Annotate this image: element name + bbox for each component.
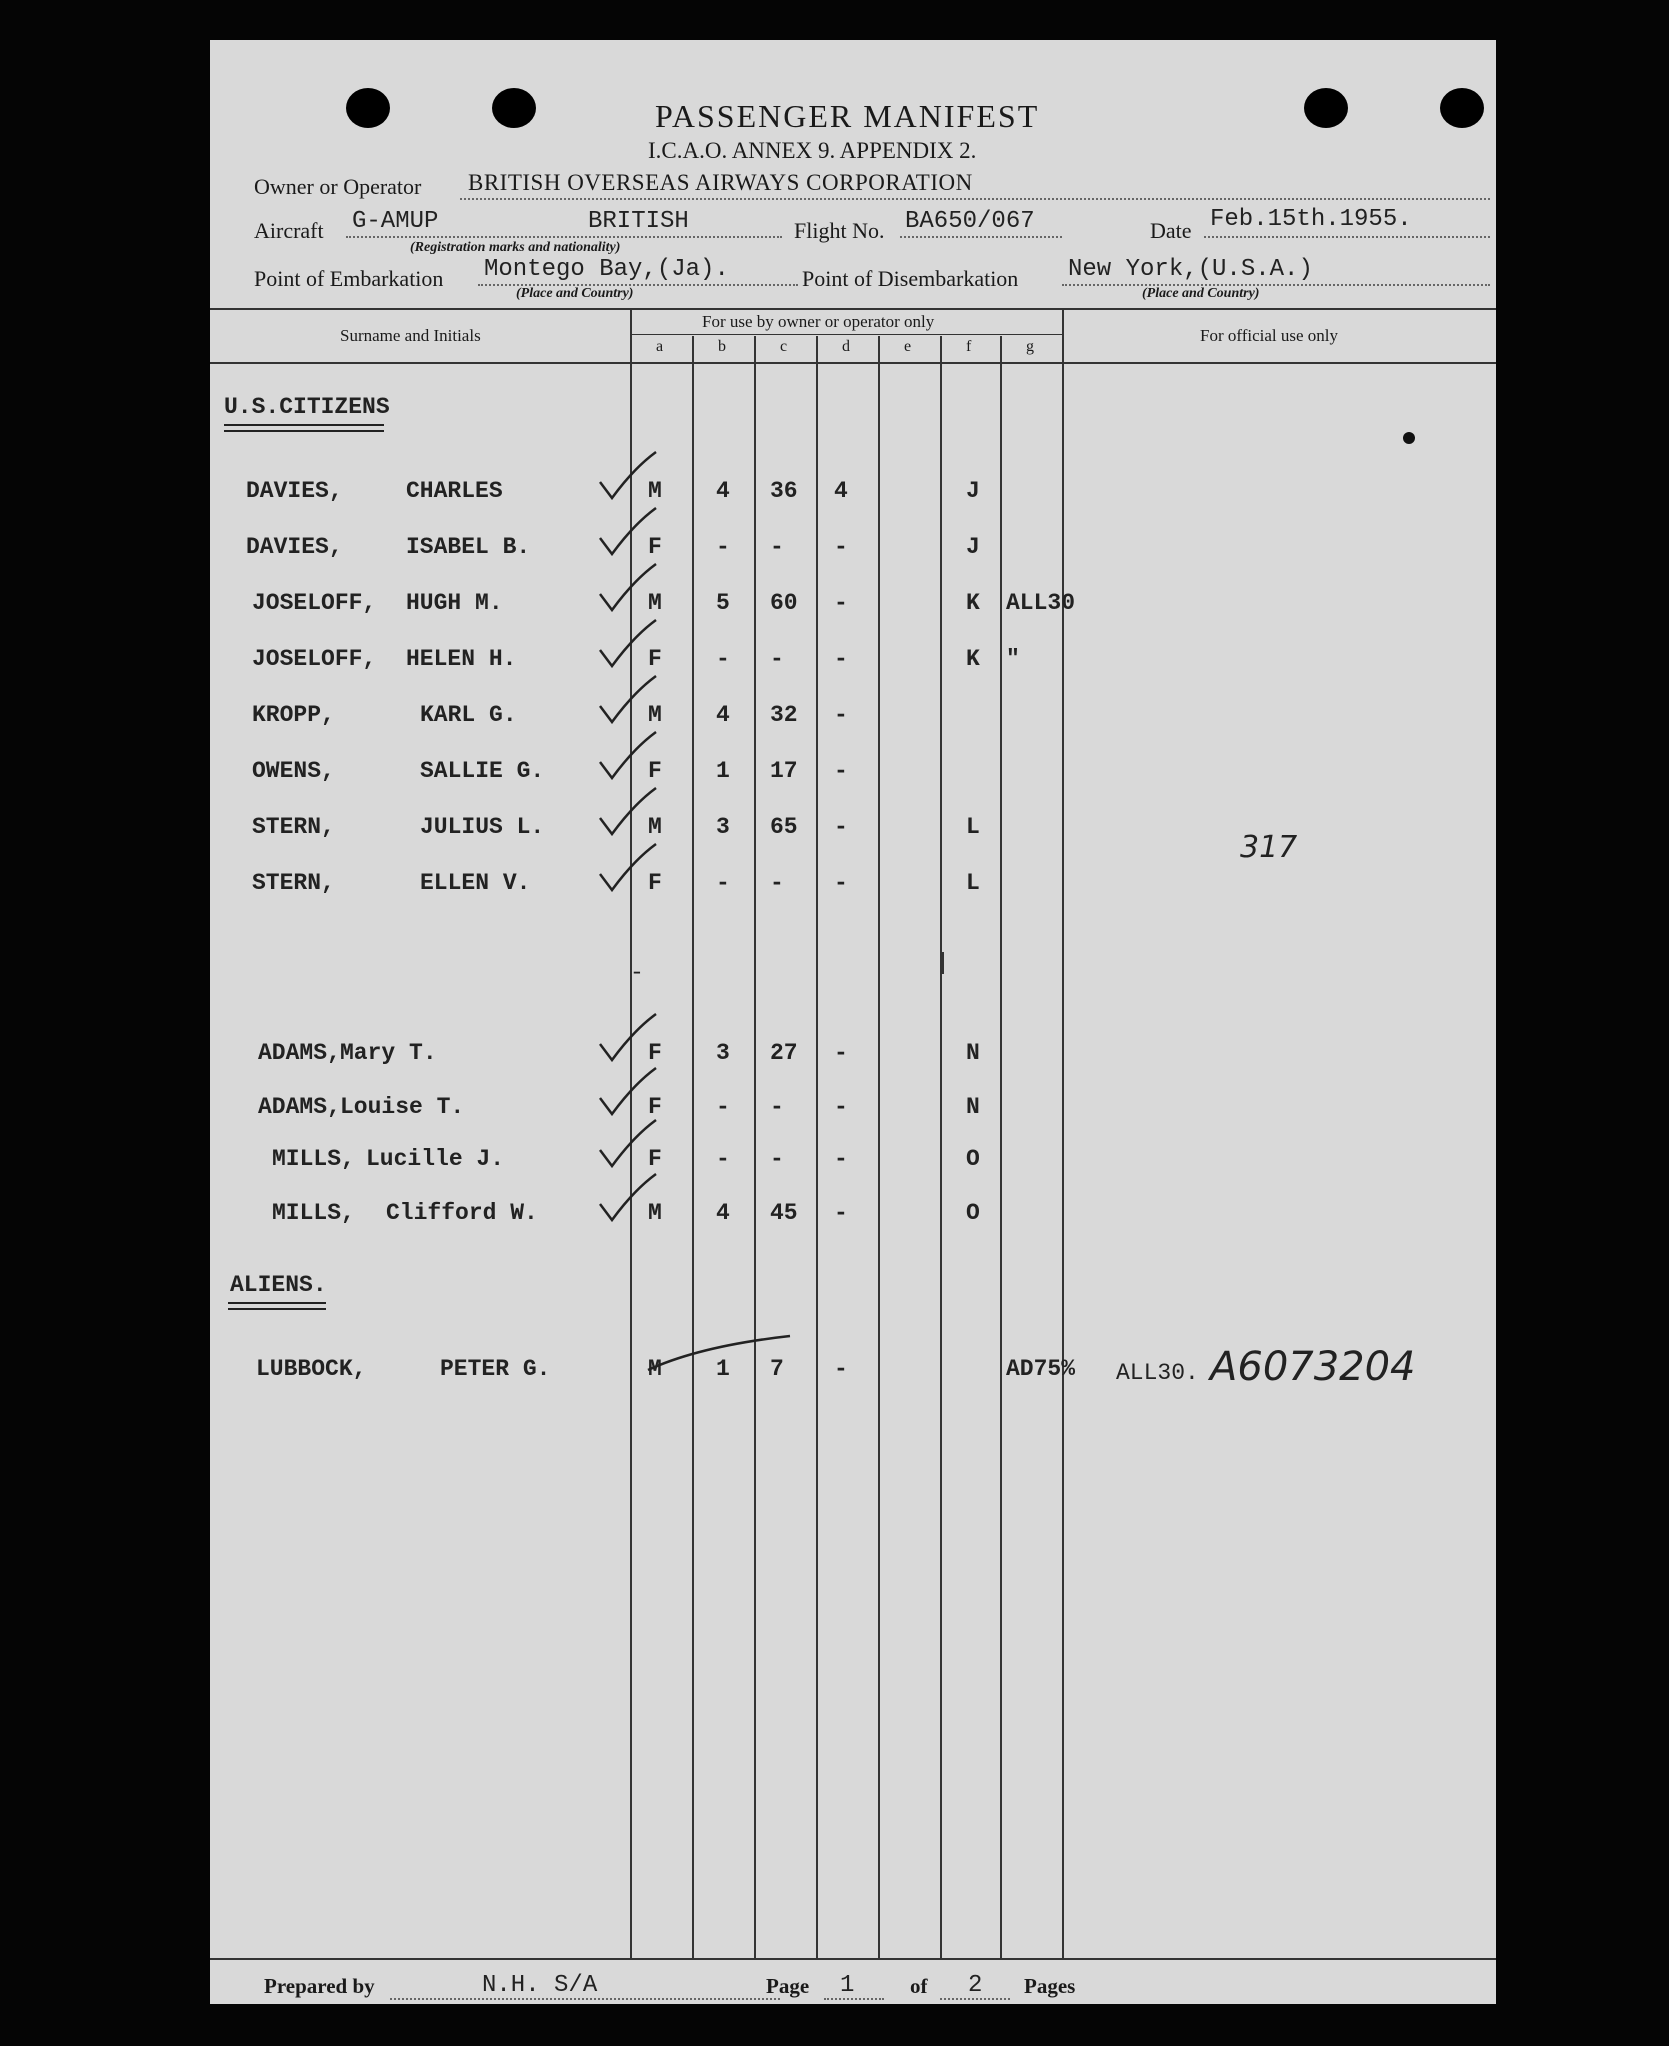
cell-col-a: M [648, 478, 662, 504]
prepared-label: Prepared by [264, 1974, 375, 1998]
passenger-surname: ADAMS, [258, 1094, 341, 1120]
cell-col-f: K [966, 590, 980, 616]
cell-col-d: - [834, 870, 848, 896]
passenger-given-names: PETER G. [440, 1356, 551, 1382]
section-underline [228, 1302, 326, 1304]
cell-col-d: - [834, 1040, 848, 1066]
aircraft-label: Aircraft [254, 218, 324, 243]
embarkation-label: Point of Embarkation [254, 266, 444, 291]
col-head-b: b [718, 338, 726, 355]
cell-col-a: F [648, 1146, 662, 1172]
cell-col-d: - [834, 646, 848, 672]
section-underline [224, 424, 384, 426]
check-mark-icon [594, 840, 664, 900]
check-mark-icon [594, 1116, 664, 1176]
cell-col-g: ALL30 [1006, 590, 1076, 616]
cell-col-d: - [834, 1356, 848, 1382]
cell-col-c: 60 [770, 590, 798, 616]
cell-col-a: M [648, 814, 662, 840]
owner-dotline [460, 198, 1490, 200]
passenger-given-names: JULIUS L. [420, 814, 545, 840]
cell-col-c: - [770, 1094, 784, 1120]
check-mark-icon [594, 504, 664, 564]
cell-col-b: 1 [716, 758, 730, 784]
check-mark-icon [594, 1064, 664, 1124]
manifest-sheet [210, 40, 1496, 2004]
punch-hole [492, 88, 536, 128]
cell-col-d: - [834, 534, 848, 560]
punch-hole [346, 88, 390, 128]
cell-col-b: 4 [716, 702, 730, 728]
cell-col-f: J [966, 478, 980, 504]
passenger-given-names: SALLIE G. [420, 758, 545, 784]
passenger-surname: ADAMS, [258, 1040, 341, 1066]
cell-col-b: 1 [716, 1356, 730, 1382]
col-head-d: d [842, 338, 850, 355]
check-mark-icon [594, 560, 664, 620]
footer-rule [210, 1958, 1496, 1960]
passenger-surname: STERN, [252, 870, 335, 896]
cell-col-b: 5 [716, 590, 730, 616]
official-use-header: For official use only [1200, 326, 1339, 345]
col-head-c: c [780, 338, 788, 355]
cell-col-c: - [770, 534, 784, 560]
page-number: 1 [840, 1972, 855, 1999]
col-divider-a [692, 336, 694, 1958]
cell-col-b: 3 [716, 814, 730, 840]
col-divider-c [816, 336, 818, 1958]
cell-col-g: AD75% [1006, 1356, 1076, 1382]
cell-col-d: - [834, 1094, 848, 1120]
cell-col-f: O [966, 1200, 980, 1226]
cell-col-c: 17 [770, 758, 798, 784]
section-underline [224, 430, 384, 432]
check-mark-icon [594, 672, 664, 732]
pages-label: Pages [1024, 1974, 1076, 1998]
col-head-f: f [966, 338, 972, 355]
cell-col-b: 4 [716, 478, 730, 504]
date-value: Feb.15th.1955. [1210, 206, 1412, 233]
cell-col-a: F [648, 1094, 662, 1120]
cell-col-c: - [770, 870, 784, 896]
cell-col-f: N [966, 1094, 980, 1120]
cell-col-f: N [966, 1040, 980, 1066]
cell-col-a: M [648, 1200, 662, 1226]
cell-col-f: K [966, 646, 980, 672]
check-mark-icon [640, 1326, 820, 1386]
owner-label: Owner or Operator [254, 174, 422, 199]
of-label: of [910, 1974, 928, 1998]
disembarkation-value: New York,(U.S.A.) [1068, 256, 1313, 283]
disembarkation-dotline [1062, 284, 1490, 286]
ink-speck [1403, 432, 1415, 444]
check-mark-icon [594, 616, 664, 676]
cell-col-b: - [716, 870, 730, 896]
cell-col-g: " [1006, 646, 1020, 672]
check-mark-icon [594, 784, 664, 844]
passenger-surname: DAVIES, [246, 534, 343, 560]
cell-col-a: F [648, 1040, 662, 1066]
cell-col-f: L [966, 814, 980, 840]
passenger-surname: MILLS, [272, 1146, 355, 1172]
passenger-surname: DAVIES, [246, 478, 343, 504]
cell-col-c: - [770, 646, 784, 672]
embarkation-caption: (Place and Country) [516, 286, 634, 301]
row-gap-mark [942, 952, 944, 974]
col-divider-d [878, 336, 880, 1958]
cell-col-a: F [648, 534, 662, 560]
passenger-given-names: ELLEN V. [420, 870, 531, 896]
cell-col-a: F [648, 646, 662, 672]
cell-col-d: - [834, 702, 848, 728]
prepared-value: N.H. S/A [482, 1972, 598, 1999]
flight-label: Flight No. [794, 218, 885, 243]
cell-col-d: - [834, 814, 848, 840]
cell-col-d: 4 [834, 478, 848, 504]
flight-number: BA650/067 [905, 208, 1035, 235]
cell-col-b: - [716, 1146, 730, 1172]
aircraft-caption: (Registration marks and nationality) [410, 240, 621, 255]
cell-col-f: O [966, 1146, 980, 1172]
col-divider-b [754, 336, 756, 1958]
check-mark-icon [594, 1010, 664, 1070]
cell-col-c: 45 [770, 1200, 798, 1226]
row-gap-mark: - [630, 960, 644, 986]
cell-col-d: - [834, 590, 848, 616]
section-underline [228, 1308, 326, 1310]
cell-col-f: J [966, 534, 980, 560]
owner-use-header: For use by owner or operator only [702, 312, 935, 331]
cell-col-c: 32 [770, 702, 798, 728]
subheader-rule [630, 334, 1062, 335]
col-head-e: e [904, 338, 912, 355]
official-lubbock-code: ALL30. [1116, 1360, 1199, 1386]
passenger-given-names: Louise T. [340, 1094, 465, 1120]
page-label: Page [766, 1974, 810, 1998]
cell-col-b: - [716, 646, 730, 672]
cell-col-c: 7 [770, 1356, 784, 1382]
passenger-given-names: ISABEL B. [406, 534, 531, 560]
check-mark-icon [594, 1170, 664, 1230]
section-aliens: ALIENS. [230, 1272, 327, 1298]
cell-col-a: M [648, 702, 662, 728]
table-header-rule [210, 362, 1496, 364]
passenger-surname: MILLS, [272, 1200, 355, 1226]
passenger-surname: JOSELOFF, [252, 646, 377, 672]
owner-value: BRITISH OVERSEAS AIRWAYS CORPORATION [468, 170, 973, 195]
cell-col-c: 65 [770, 814, 798, 840]
passenger-given-names: Clifford W. [386, 1200, 538, 1226]
check-mark-icon [594, 728, 664, 788]
passenger-given-names: CHARLES [406, 478, 503, 504]
passenger-surname: LUBBOCK, [256, 1356, 367, 1382]
cell-col-a: M [648, 1356, 662, 1382]
cell-col-b: 4 [716, 1200, 730, 1226]
flight-dotline [900, 236, 1062, 238]
cell-col-c: - [770, 1146, 784, 1172]
aircraft-nationality: BRITISH [588, 208, 689, 235]
cell-col-b: - [716, 1094, 730, 1120]
passenger-given-names: KARL G. [420, 702, 517, 728]
surname-header: Surname and Initials [340, 326, 481, 345]
cell-col-b: - [716, 534, 730, 560]
total-pages: 2 [968, 1972, 983, 1999]
passenger-given-names: Mary T. [340, 1040, 437, 1066]
passenger-surname: JOSELOFF, [252, 590, 377, 616]
official-lubbock-handwritten: A6073204 [1210, 1344, 1416, 1390]
passenger-given-names: HUGH M. [406, 590, 503, 616]
table-top-rule [210, 308, 1496, 310]
cell-col-a: F [648, 758, 662, 784]
date-label: Date [1150, 218, 1192, 243]
disembarkation-caption: (Place and Country) [1142, 286, 1260, 301]
cell-col-c: 27 [770, 1040, 798, 1066]
passenger-surname: KROPP, [252, 702, 335, 728]
date-dotline [1204, 236, 1490, 238]
cell-col-d: - [834, 1200, 848, 1226]
punch-hole [1440, 88, 1484, 128]
passenger-given-names: Lucille J. [366, 1146, 505, 1172]
cell-col-f: L [966, 870, 980, 896]
col-divider-f [1000, 336, 1002, 1958]
passenger-surname: STERN, [252, 814, 335, 840]
col-head-g: g [1026, 338, 1034, 355]
col-head-a: a [656, 338, 664, 355]
cell-col-d: - [834, 758, 848, 784]
cell-col-b: 3 [716, 1040, 730, 1066]
cell-col-a: F [648, 870, 662, 896]
embarkation-value: Montego Bay,(Ja). [484, 256, 729, 283]
total-dotline [940, 1998, 1010, 2000]
page-subtitle: I.C.A.O. ANNEX 9. APPENDIX 2. [648, 138, 977, 163]
cell-col-d: - [834, 1146, 848, 1172]
page-dotline [824, 1998, 884, 2000]
page-title: PASSENGER MANIFEST [655, 98, 1040, 134]
passenger-surname: OWENS, [252, 758, 335, 784]
check-mark-icon [594, 448, 664, 508]
prepared-dotline [390, 1998, 780, 2000]
section-us-citizens: U.S.CITIZENS [224, 394, 390, 420]
disembarkation-label: Point of Disembarkation [802, 266, 1019, 291]
col-divider-e [940, 336, 942, 1958]
col-divider-official [1062, 308, 1064, 1958]
aircraft-reg: G-AMUP [352, 208, 439, 235]
cell-col-a: M [648, 590, 662, 616]
cell-col-c: 36 [770, 478, 798, 504]
aircraft-dotline [346, 236, 782, 238]
punch-hole [1304, 88, 1348, 128]
passenger-given-names: HELEN H. [406, 646, 517, 672]
official-pencil-number: 317 [1240, 830, 1298, 865]
